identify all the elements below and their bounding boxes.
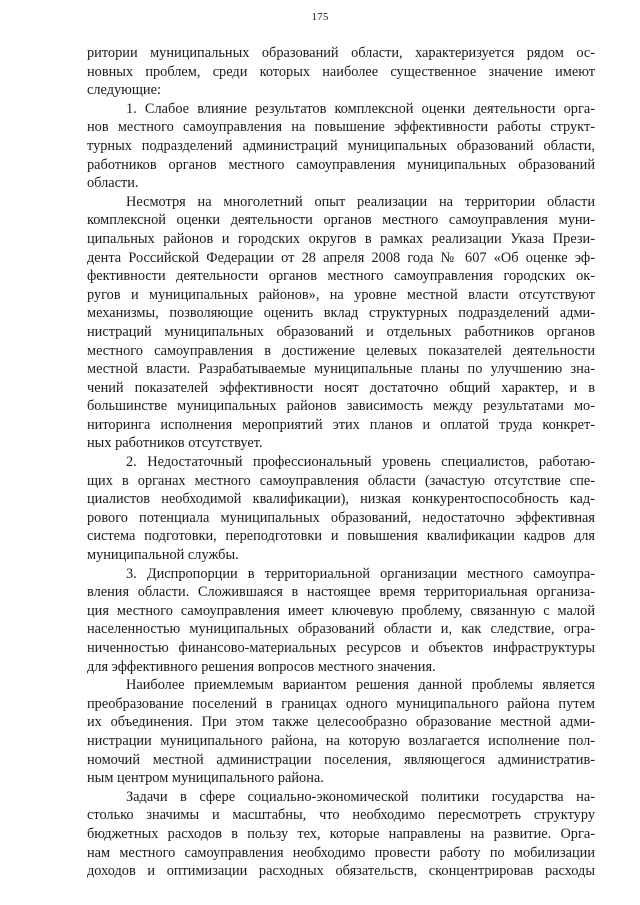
text-line: комплексной оценки деятельности органов местного самоуправления муни- bbox=[87, 212, 595, 229]
text-line: новных проблем, среди которых наиболее существенное значение имеют bbox=[87, 63, 595, 80]
text-line: 2. Недостаточный профессиональный уровень специалистов, работаю- bbox=[126, 454, 595, 471]
text-line: ных работников отсутствует. bbox=[87, 435, 263, 452]
text-line: механизмы, позволяющие оценить вклад структурных подразделений адми- bbox=[87, 305, 595, 322]
text-line: населенностью муниципальных образований области и, как следствие, огра- bbox=[87, 621, 595, 638]
text-line: большинстве муниципальных районов зависимость между результатами мо- bbox=[87, 398, 595, 415]
text-line: ругов и муниципальных районов», на уровне местной власти отсутствуют bbox=[87, 286, 595, 303]
text-line: области. bbox=[87, 175, 139, 192]
text-body bbox=[87, 44, 595, 881]
text-line: бюджетных расходов в пользу тех, которые направлены на развитие. Орга- bbox=[87, 825, 595, 842]
paragraph bbox=[87, 565, 595, 677]
text-line: щих в органах местного самоуправления области (зачастую отсутствие спе- bbox=[87, 472, 595, 489]
text-line: система подготовки, переподготовки и повышения квалификации кадров для bbox=[87, 528, 595, 545]
text-line: Несмотря на многолетний опыт реализации на территории области bbox=[126, 193, 595, 210]
text-line: ниторинга исполнения мероприятий этих планов и оплатой труда конкрет- bbox=[87, 416, 595, 433]
text-line: ритории муниципальных образований области, характеризуется рядом ос- bbox=[87, 45, 595, 61]
text-line: ниченностью финансово-материальных ресурсов и объектов инфраструктуры bbox=[87, 640, 595, 656]
text-line: вления области. Сложившаяся в настоящее время территориальная организа- bbox=[87, 584, 595, 601]
paragraph bbox=[87, 44, 595, 100]
paragraph bbox=[87, 788, 595, 881]
paragraph bbox=[87, 676, 595, 788]
text-line: ным центром муниципального района. bbox=[87, 770, 324, 787]
text-line: 3. Диспропорции в территориальной организации местного самоупра- bbox=[126, 565, 595, 582]
text-line: ция местного самоуправления имеет ключевую проблему, связанную с малой bbox=[87, 602, 595, 619]
paragraph bbox=[87, 193, 595, 453]
text-line: местной власти. Разрабатываемые муниципальные планы по улучшению зна- bbox=[87, 361, 595, 378]
text-line: нистраций муниципальных образований и отдельных работников органов bbox=[87, 323, 595, 340]
text-line: работников органов местного самоуправления муниципальных образований bbox=[87, 156, 595, 173]
page-number: 175 bbox=[311, 11, 329, 23]
text-line: ципальных районов и городских округов в рамках реализации Указа Прези- bbox=[87, 230, 595, 247]
text-line: Наиболее приемлемым вариантом решения данной проблемы является bbox=[126, 677, 595, 694]
text-line: номочий местной администрации поселения, являющегося административ- bbox=[87, 751, 595, 768]
paragraph bbox=[87, 453, 595, 565]
text-line: для эффективного решения вопросов местного значения. bbox=[87, 658, 436, 675]
text-line: рового потенциала муниципальных образований, недостаточно эффективная bbox=[87, 509, 595, 526]
text-line: нов местного самоуправления на повышение эффективности работы структ- bbox=[87, 119, 595, 136]
text-line: турных подразделений администраций муниципальных образований области, bbox=[87, 137, 595, 154]
text-line: Задачи в сфере социально-экономической политики государства на- bbox=[126, 788, 595, 805]
text-line: муниципальной службы. bbox=[87, 547, 239, 564]
text-line: следующие: bbox=[87, 82, 161, 99]
text-line: нам местного самоуправления необходимо провести работу по мобилизации bbox=[87, 844, 595, 861]
text-line: доходов и оптимизации расходных обязательств, сконцентрировав расходы bbox=[87, 863, 595, 880]
text-line: дента Российской Федерации от 28 апреля 2008 года № 607 «Об оценке эф- bbox=[87, 249, 595, 266]
text-line: чений показателей эффективности носят достаточно общий характер, и в bbox=[87, 379, 595, 396]
text-line: 1. Слабое влияние результатов комплексной оценки деятельности орга- bbox=[126, 100, 595, 117]
text-line: местного самоуправления в достижение целевых показателей деятельности bbox=[87, 342, 595, 359]
text-line: столько значимы и масштабны, что необходимо пересмотреть структуру bbox=[87, 807, 595, 824]
text-line: их объединения. При этом также целесообразно образование местной адми- bbox=[87, 714, 595, 731]
text-line: преобразование поселений в границах одного муниципального района путем bbox=[87, 695, 595, 712]
text-line: нистрации муниципального района, на которую возлагается исполнение пол- bbox=[87, 732, 595, 749]
text-line: фективности деятельности органов местного самоуправления городских ок- bbox=[87, 268, 595, 285]
paragraph bbox=[87, 100, 595, 193]
text-line: циалистов необходимой квалификации), низкая конкурентоспособность кад- bbox=[87, 491, 595, 508]
